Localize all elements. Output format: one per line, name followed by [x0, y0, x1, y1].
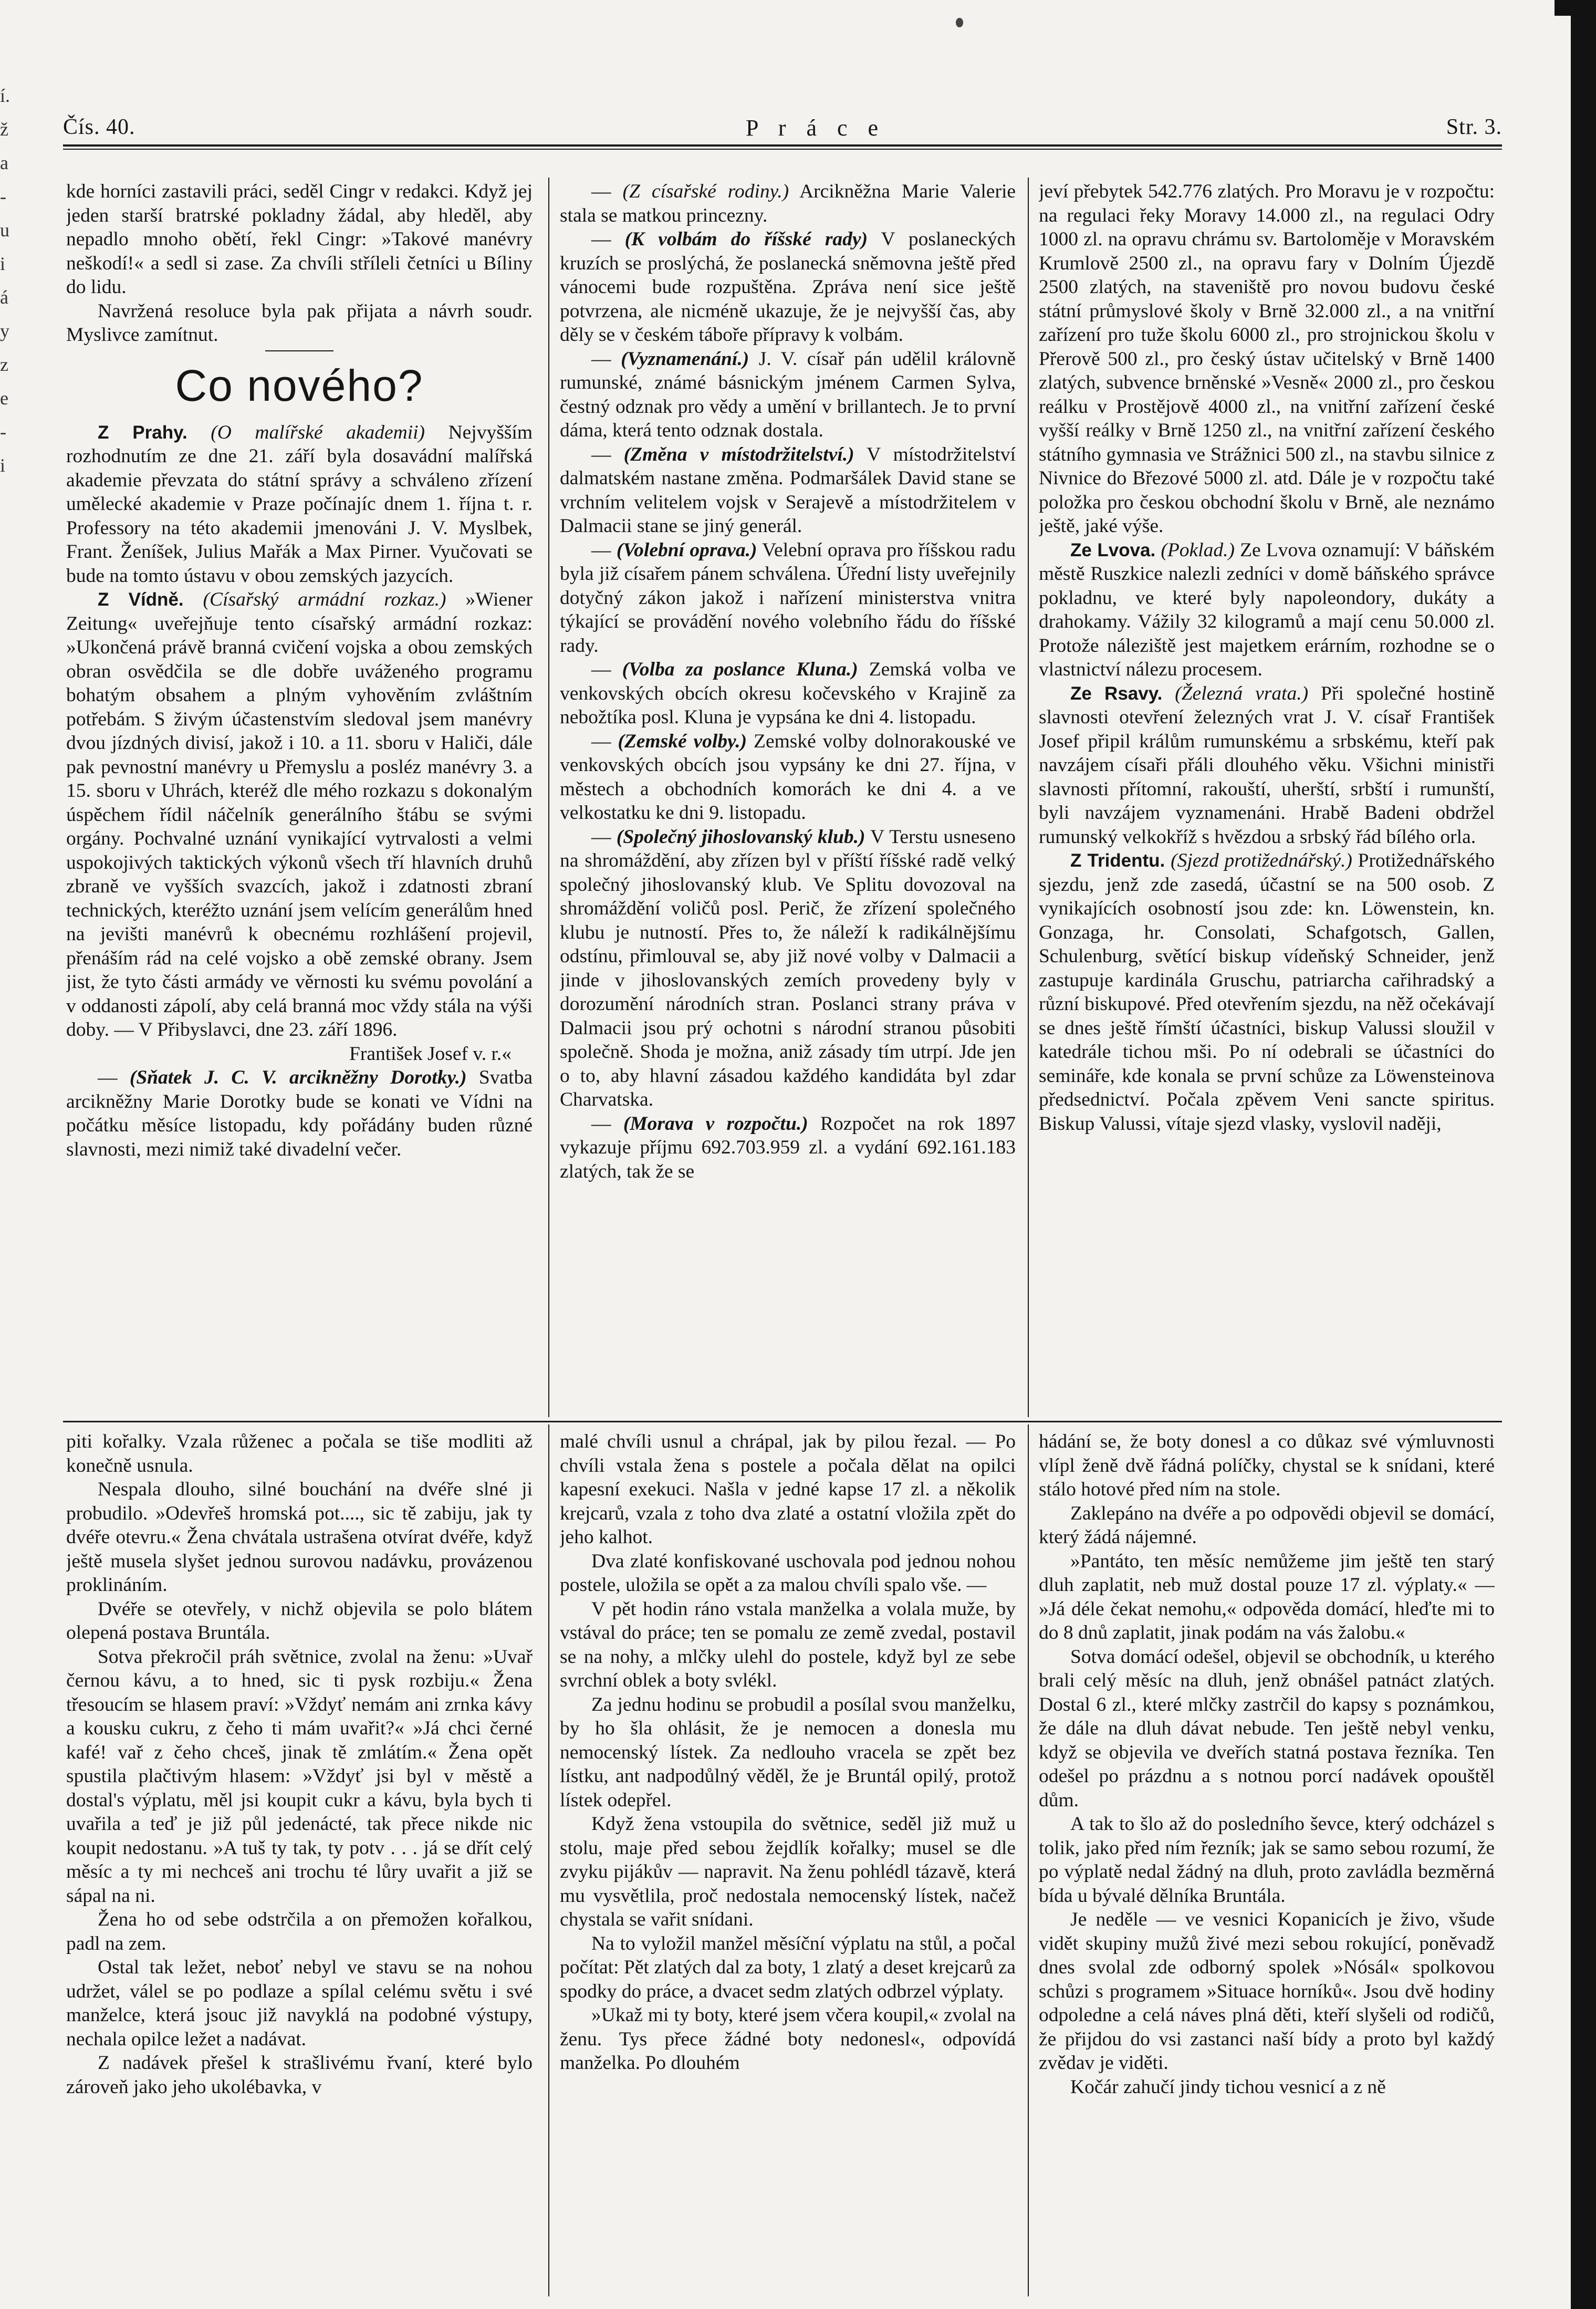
- news-title: (Sňatek J. C. V. arcikněžny Dorotky.): [129, 1067, 467, 1088]
- news-text: V Terstu usneseno na shromáždění, aby zřízen byl v příští říšské radě velký společný jihoslovanský klub. Ve Splitu dovozoval na shromáždění voličů posl. Perič, že zřízení společného klubu je nutností. Přes to, že náleží k radikálnějšímu odstínu, přimlouval se, aby již nové volby v Dalmacii a jinde v jihoslovanských zemích provedeny byly v dorozumění národních stran. Poslanci strany práva v Dalmacii jsou prý ochotni s národní stranou působiti společně. Shoda je možna, aniž zásady tím utrpí. Jde jen o to, aby hlavní zásadou každého kandidáta byl zdar Charvatska.: [560, 826, 1016, 1110]
- news-item: — (Volební oprava.) Velební oprava pro říšskou radu byla již císařem pánem schválena. Úřední listy uveřejnily dotyčný zákon jakož i nařízení ministerstva vnitra týkající se provádění nového volebního řádu do říšské rady.: [560, 539, 1016, 657]
- news-item: — (Volba za poslance Kluna.) Zemská volba ve venkovských obcích okresu kočevského v Krajině za nebožtíka posl. Kluna je vypsána ke dni 4. listopadu.: [560, 659, 1016, 728]
- paragraph: Kočár zahučí jindy tichou vesnicí a z ně: [1070, 2076, 1386, 2098]
- news-item: — (Zemské volby.) Zemské volby dolnorakouské ve venkovských obcích jsou vypsány ke dni 27. října, v městech a obchodních komorách ke dni 4. a ve velkostatku ke dni 9. listopadu.: [560, 730, 1016, 824]
- news-text: Velební oprava pro říšskou radu byla již císařem pánem schválena. Úřední listy uveřejnily dotyčný zákon jakož i nařízení ministerstva vnitra týkající se provádění nového volebního řádu do říšské rady.: [560, 539, 1016, 657]
- paragraph: »Ukaž mi ty boty, které jsem včera koupil,« zvolal na ženu. Tys přece žádné boty nedonesl«, odpovídá manželka. Po dlouhém: [560, 2004, 1016, 2074]
- newspaper-title: P r á c e: [746, 115, 886, 141]
- header-rule: [63, 144, 1502, 147]
- news-column-3: [1039, 180, 1495, 1414]
- margin-fragment: z: [0, 354, 8, 375]
- print-speck: [956, 18, 963, 27]
- paragraph: Dvéře se otevřely, v nichž objevila se polo blátem olepená postava Bruntála.: [66, 1598, 533, 1644]
- news-text: J. V. císař pán udělil královně rumunské, známé básnickým jménem Carmen Sylva, čestný odznak pro vědy a umění v brillantech. Je to první dáma, která tento odznak dostala.: [560, 348, 1016, 441]
- feuilleton-rule: [63, 1421, 1502, 1422]
- news-item: — (Vyznamenání.) J. V. císař pán udělil královně rumunské, známé básnickým jménem Carmen Sylva, čestný odznak pro vědy a umění v brillantech. Je to první dáma, která tento odznak dostala.: [560, 348, 1016, 441]
- margin-fragment: i: [0, 455, 6, 476]
- paragraph: Za jednu hodinu se probudil a posílal svou manželku, by ho šla ohlásit, že je nemocen a donesla mu nemocenský lístek. Za nedlouho vracela se zpět bez lístku, ant nadpodůlný věděl, že je Bruntál opilý, protož lístek odepřel.: [560, 1693, 1016, 1811]
- news-item: — (Změna v místodržitelství.) V místodržitelství dalmatském nastane změna. Podmaršálek David stane se vrchním velitelem vojsk v Serajevě a místodržitelem v Dalmacii stane se jiný generál.: [560, 443, 1016, 537]
- news-place: Ze Lvova.: [1070, 539, 1156, 560]
- news-title: (Společný jihoslovanský klub.): [616, 826, 865, 848]
- feuilleton-column-3: [1039, 1430, 1495, 2296]
- page-header: [63, 115, 1502, 146]
- news-text: Arcikněžna Marie Valerie stala se matkou princezny.: [560, 181, 1016, 226]
- paragraph: Sotva domácí odešel, objevil se obchodník, u kterého brali celý měsíc na dluh, jenž obnášel patnáct zlatých. Dostal 6 zl., které mlčky zastrčil do kapsy s poznámkou, že dále na dluh dávat nebude. Ten ještě nebyl venku, když se objevila ve dveřích statná postava řezníka. Ten odešel po prázdnu a s notnou porcí nadávek opouštěl dům.: [1039, 1646, 1495, 1811]
- news-column-2: [560, 180, 1016, 1414]
- paragraph: Na to vyložil manžel měsíční výplatu na stůl, a počal počítat: Pět zlatých dal za boty, 1 zlatý a deset krejcarů za spodky do práce, a dvacet sedm zlatých odbrzel výplaty.: [560, 1932, 1016, 2002]
- paragraph: Nespala dlouho, silné bouchání na dvéře slné ji probudilo. »Odevřeš hromská pot...., sic tě zabiju, jak ty dvéře otevru.« Žena chvátala ustrašena otvírat dvéře, když ještě musela slyšet jednou surovou nadávku, provázenou proklináním.: [66, 1479, 533, 1596]
- news-title: (Volba za poslance Kluna.): [622, 659, 858, 680]
- news-text: »Wiener Zeitung« uveřejňuje tento císařský armádní rozkaz: »Ukončená právě branná cvičení vojska a obou zemských obran osvědčila se dle dobře uváženého programu bohatým obsahem a plným vyhověním zvláštním potřebám. S živým účastenstvím sledoval jsem manévry dvou jízdných divisí, jakož i 10. a 11. sboru v Haliči, dále pak pevnostní manévry u Přemyslu a posléz manévry 3. a 15. sboru v Uhrách, kteréž dle mého rozkazu s dokonalým úspěchem řídil náčelník generálního štábu se svými orgány. Pochvalné uznání vynikající vytrvalosti a velmi uspokojivých taktických výkonů všech tří hlavních druhů zbraně ve vyšších svazcích, jakož i zdatnosti zbraní technických, kteréžto uznání jsem velícím generálům hned na jevišti manévrů k obecnému rozhlášení projevil, přenáším rád na celé vojsko a obě zemské obrany. Jsem jist, že tyto části armády ve věrnosti ku svému povolání a v oddanosti zápolí, aby celá branná moc vždy stála na výši doby. — V Přibyslavci, dne 23. září 1896.: [66, 589, 533, 1041]
- page-number: Str. 3.: [1446, 115, 1502, 139]
- news-place: Z Vídně.: [98, 589, 184, 610]
- news-item: — (Morava v rozpočtu.) Rozpočet na rok 1897 vykazuje příjmu 692.703.959 zl. a vydání 692.161.183 zlatých, tak že se: [560, 1112, 1016, 1182]
- news-text: Svatba arcikněžny Marie Dorotky bude se konati ve Vídni na počátku měsíce listopadu, kdy pořádány buden různé slavnosti, mezi nimiž také divadelní večer.: [66, 1067, 533, 1160]
- news-title: (K volbám do říšské rady): [624, 228, 868, 250]
- margin-fragment: á: [0, 287, 8, 308]
- news-title: (Císařský armádní rozkaz.): [203, 589, 446, 610]
- news-place: Ze Rsavy.: [1070, 683, 1163, 704]
- news-item: [66, 588, 533, 1042]
- news-title: (O malířské akademii): [211, 421, 425, 443]
- paragraph: Je neděle — ve vesnici Kopanicích je živo, všude vidět skupiny mužů živé mezi sebou rokující, poněvadž dnes svolal zde odborný spolek »Nósál« spolkovou schůzi s programem »Situace horníků«. Jsou dvě hodiny odpoledne a celá náves plná děti, kteří slyšeli od rodičů, že přijdou do vsi zastanci naší bídy a proto byl každý zvědav je viděti.: [1039, 1909, 1495, 2074]
- news-title: (Zemské volby.): [618, 730, 747, 752]
- paragraph: V pět hodin ráno vstala manželka a volala muže, by vstával do práce; ten se pomalu ze země zvedal, postavil se na nohy, a mlčky ulehl do postele, když byl ze sebe svrchní oblek a boty svlékl.: [560, 1598, 1016, 1691]
- news-text: V poslaneckých kruzích se proslýchá, že poslanecká sněmovna ještě před vánocemi bude rozpuštěna. Zpráva není sice ještě potvrzena, ale nicméně ukazuje, že je nejvyšší čas, aby děly se v českém táboře přípravy k volbám.: [560, 228, 1016, 346]
- separator: [265, 350, 333, 351]
- margin-fragment: i: [0, 253, 6, 274]
- margin-fragment: í.: [0, 85, 11, 106]
- news-title: (Změna v místodržitelství.): [623, 443, 854, 465]
- news-text: V místodržitelství dalmatském nastane změna. Podmaršálek David stane se vrchním velitelem vojsk v Serajevě a místodržitelem v Dalmacii stane se jiný generál.: [560, 443, 1016, 537]
- section-heading: Co nového?: [175, 360, 424, 410]
- news-title: (Volební oprava.): [616, 539, 757, 561]
- column-divider: [548, 1424, 549, 2296]
- margin-fragment: e: [0, 388, 8, 409]
- signature: František Josef v. r.«: [349, 1043, 512, 1065]
- paragraph: A tak to šlo až do posledního ševce, který odcházel s tolik, jako před ním řezník; jak se samo sebou rozumí, že po výplatě nedal žádný na dluh, proto zavládla bezměrná bída u bývalé dělníka Bruntála.: [1039, 1813, 1495, 1907]
- news-text: Nejvyšším rozhodnutím ze dne 21. září byla dosavádní malířská akademie převzata do státní správy a schváleno zřízení umělecké akademie v Praze počínajíc dnem 1. října t. r. Professory na této akademii jmenováni J. V. Myslbek, Frant. Ženíšek, Julius Mařák a Max Pirner. Vyučovati se bude na tomto ústavu v obou zemských jazycích.: [66, 421, 533, 587]
- paragraph: Žena ho od sebe odstrčila a on přemožen kořalkou, padl na zem.: [66, 1909, 533, 1954]
- news-place: Z Prahy.: [98, 422, 187, 443]
- news-text: Zemské volby dolnorakouské ve venkovských obcích jsou vypsány ke dni 27. října, v městech a obchodních komorách ke dni 4. a ve velkostatku ke dni 9. listopadu.: [560, 730, 1016, 824]
- dash: —: [98, 1067, 130, 1088]
- news-title: (Vyznamenání.): [621, 348, 749, 370]
- column-divider: [548, 178, 549, 1417]
- paragraph: hádání se, že boty donesl a co důkaz své výmluvnosti vlípl ženě dvě řádná políčky, chystal se k snídani, které stálo hotové před ním na stole.: [1039, 1431, 1495, 1500]
- news-title: (Sjezd protižednářský.): [1171, 850, 1352, 871]
- paragraph: Když žena vstoupila do světnice, seděl již muž u stolu, maje před sebou žejdlík kořalky; musel se dle zvyku pijákův — napravit. Na ženu pohlédl tázavě, která mu vysvětlila, proč nedostala nemocenský lístek, načež chystala se vařit snídani.: [560, 1813, 1016, 1930]
- news-text: Zemská volba ve venkovských obcích okresu kočevského v Krajině za nebožtíka posl. Kluna je vypsána ke dni 4. listopadu.: [560, 659, 1016, 728]
- news-title: (Poklad.): [1161, 539, 1235, 561]
- news-item: [1039, 849, 1495, 1136]
- feuilleton-column-2: [560, 1430, 1016, 2296]
- paragraph: Ostal tak ležet, neboť nebyl ve stavu se na nohou udržet, válel se po podlaze a spílal celému světu i své manželce, která jsouc již navyklá na podobné výstupy, nechala opilce ležet a nadávat.: [66, 1957, 533, 2050]
- news-text: Protižednářského sjezdu, jenž zde zasedá, účastní se na 500 osob. Z vynikajících osobností jsou zde: kn. Löwenstein, kn. Gonzaga, hr. Consolati, Schafgotsch, Gallen, Schulenburg, světící biskup vídeňský Schneider, jenž zastupuje kardinála Gruschu, patriarcha cařihradský a různí biskupové. Před otevřením sjezdu, na něž očekávají se dnes ještě římští účastníci, biskup Valussi sloužil v katedrále tichou mši. Po ní odebrali se účastníci do semináře, kde konala se první schůze za Löwensteinova předsednictví. Počala zpěvem Veni sancte spiritus. Biskup Valussi, vítaje sjezd vlasky, vyslovil naději,: [1039, 850, 1495, 1135]
- column-divider: [1028, 1424, 1029, 2296]
- news-item: — (K volbám do říšské rady) V poslaneckých kruzích se proslýchá, že poslanecká sněmovna ještě před vánocemi bude rozpuštěna. Zpráva není sice ještě potvrzena, ale nicméně ukazuje, že je nejvyšší čas, aby děly se v českém táboře přípravy k volbám.: [560, 228, 1016, 346]
- news-title: (Z císařské rodiny.): [622, 181, 789, 202]
- news-place: Z Tridentu.: [1070, 850, 1165, 871]
- margin-fragment: -: [0, 421, 6, 442]
- margin-fragment: a: [0, 152, 8, 173]
- news-item: [66, 1066, 533, 1161]
- news-text: Při společné hostině slavnosti otevření železných vrat J. V. císař František Josef připil králům rumunskému a srbskému, kteří pak navzájem císaři přáli dlouhého věku. Všichni ministři slavnosti přítomní, rakouští, uherští, srbští i rumunští, byli navzájem vyznamenáni. Hrabě Badeni obdržel rumunský velkokříž s hvězdou a srbský řád bílého orla.: [1039, 682, 1495, 848]
- news-item: [1039, 538, 1495, 682]
- left-margin-fragments: [0, 79, 32, 476]
- column-divider: [1028, 178, 1029, 1417]
- scan-edge-shadow: [1571, 0, 1596, 2309]
- paragraph: malé chvíli usnul a chrápal, jak by pilou řezal. — Po chvíli vstala žena s postele a počala dělat na opilci kapesní exekuci. Našla v jedné kapse 17 zl. a několik krejcarů, vzala z toho dva zlaté a ostatní vložila zpět do jeho kalhot.: [560, 1431, 1016, 1548]
- paragraph: Z nadávek přešel k strašlivému řvaní, které bylo zároveň jako jeho ukolébavka, v: [66, 2052, 533, 2098]
- margin-fragment: y: [0, 320, 9, 341]
- news-item: [66, 421, 533, 588]
- paragraph: »Pantáto, ten měsíc nemůžeme jim ještě ten starý dluh zaplatit, neb muž dostal pouze 17 zl. výplaty.« — »Já déle čekat nemohu,« odpověda domácí, hleďte mi to do 8 dnů zaplatit, jinak podám na vás žalobu.«: [1039, 1550, 1495, 1644]
- margin-fragment: ž: [0, 119, 8, 140]
- paragraph: Dva zlaté konfiskované uschovala pod jednou nohou postele, uložila se opět a za malou chvíli spalo vše. —: [560, 1550, 1016, 1596]
- paragraph: kde horníci zastavili práci, seděl Cingr v redakci. Když jej jeden starší bratrské pokladny žádal, aby hleděl, aby nepadlo mnoho obětí, řekl Cingr: »Takové manévry neškodí!« a sedl si zase. Za chvíli stříleli četníci u Bíliny do lidu.: [66, 181, 533, 298]
- scan-corner-shadow: [1555, 0, 1596, 16]
- paragraph: Sotva překročil práh světnice, zvolal na ženu: »Uvař černou kávu, a to hned, sic ti pysk rozbiju.« Žena třesoucím se hlasem praví: »Vždyť nemám ani zrnka kávy a kousku cukru, z čeho ti mám uvařit?« »Já chci černé kafé! vař z čeho chceš, jinak tě zmlátím.« Žena opět spustila plačtivým hlasem: »Vždyť jsi byl v městě a dostal's výplatu, měl jsi koupit cukr a kávu, byla bych ti uvařila a teď je již půl jedenácté, tak přece nikde nic koupit nedostanu. »A tuš ty tak, ty potv . . . já se dřít celý měsíc a ty mi nechceš ani trochu té lůry uvařit a již se sápal na ni.: [66, 1646, 533, 1907]
- news-text: Ze Lvova oznamují: V báňském městě Ruszkice nalezli zedníci v domě báňského správce pokladnu, ve které byly napoleondory, dukáty a drahokamy. Vážily 32 kilogramů a mají cenu 50.000 zl. Protože náleziště jest majetkem erárním, rozhodne se o vlastnictví nálezu procesem.: [1039, 539, 1495, 680]
- news-column-1: [66, 180, 533, 1414]
- news-text: Rozpočet na rok 1897 vykazuje příjmu 692.703.959 zl. a vydání 692.161.183 zlatých, tak že se: [560, 1112, 1016, 1182]
- feuilleton-column-1: [66, 1430, 533, 2296]
- news-item: [1039, 682, 1495, 849]
- paragraph: Zaklepáno na dvéře a po odpovědi objevil se domácí, který žádá nájemné.: [1039, 1502, 1495, 1548]
- margin-fragment: -: [0, 186, 6, 207]
- paragraph: Navržená resoluce byla pak přijata a návrh soudr. Myslivce zamítnut.: [66, 300, 533, 346]
- header-rule-thin: [63, 149, 1502, 150]
- paragraph: piti kořalky. Vzala růženec a počala se tiše modliti až konečně usnula.: [66, 1431, 533, 1476]
- margin-fragment: u: [0, 220, 9, 241]
- paragraph: jeví přebytek 542.776 zlatých. Pro Moravu je v rozpočtu: na regulaci řeky Moravy 14.000 zl., na regulaci Odry 1000 zl. na opravu chrámu sv. Bartoloměje v Moravském Krumlově 2500 zl., na opravu fary v Dolním Újezdě 2500 zlatých, na staveniště pro novou budovu české státní průmyslové školy v Brně 32.000 zl., a na vnitřní zařízení pro tuže školu 6000 zl., pro strojnickou školu v Přerově 500 zl., pro český ústav učitelský v Brně 1400 zlatých, subvence brněnské »Vesně« 2000 zl., pro českou reálku v Prostějově 4000 zl., na vnitřní zařízení české vyšší reálky v Brně 1250 zl., na vnitřní zařízení českého státního gymnasia ve Strážnici 500 zl., na stavbu silnice z Nivnice do Březové 5000 zl. atd. Dále je v rozpočtu také položka pro českou obchodní školu v Brně, ale neznámo ještě, jaké výše.: [1039, 181, 1495, 537]
- news-item: — (Společný jihoslovanský klub.) V Terstu usneseno na shromáždění, aby zřízen byl v příští říšské radě velký společný jihoslovanský klub. Ve Splitu dovozoval na shromáždění voličů posl. Perič, že zřízení společného klubu je nutností. Přes to, že náleží k radikálnějšímu odstínu, přimlouval se, aby již nové volby v Dalmacii a jinde v jihoslovanských zemích provedeny byly v dorozumění národních stran. Poslanci strany práva v Dalmacii jsou prý ochotni s národní stranou působiti společně. Shoda je možna, aniž zásady tím utrpí. Jde jen o to, aby hlavní zásadou každého kandidáta byl zdar Charvatska.: [560, 826, 1016, 1110]
- news-title: (Morava v rozpočtu.): [623, 1112, 808, 1135]
- news-item: — (Z císařské rodiny.) Arcikněžna Marie Valerie stala se matkou princezny.: [560, 181, 1016, 226]
- news-title: (Železná vrata.): [1175, 682, 1309, 704]
- issue-number: Čís. 40.: [63, 115, 135, 139]
